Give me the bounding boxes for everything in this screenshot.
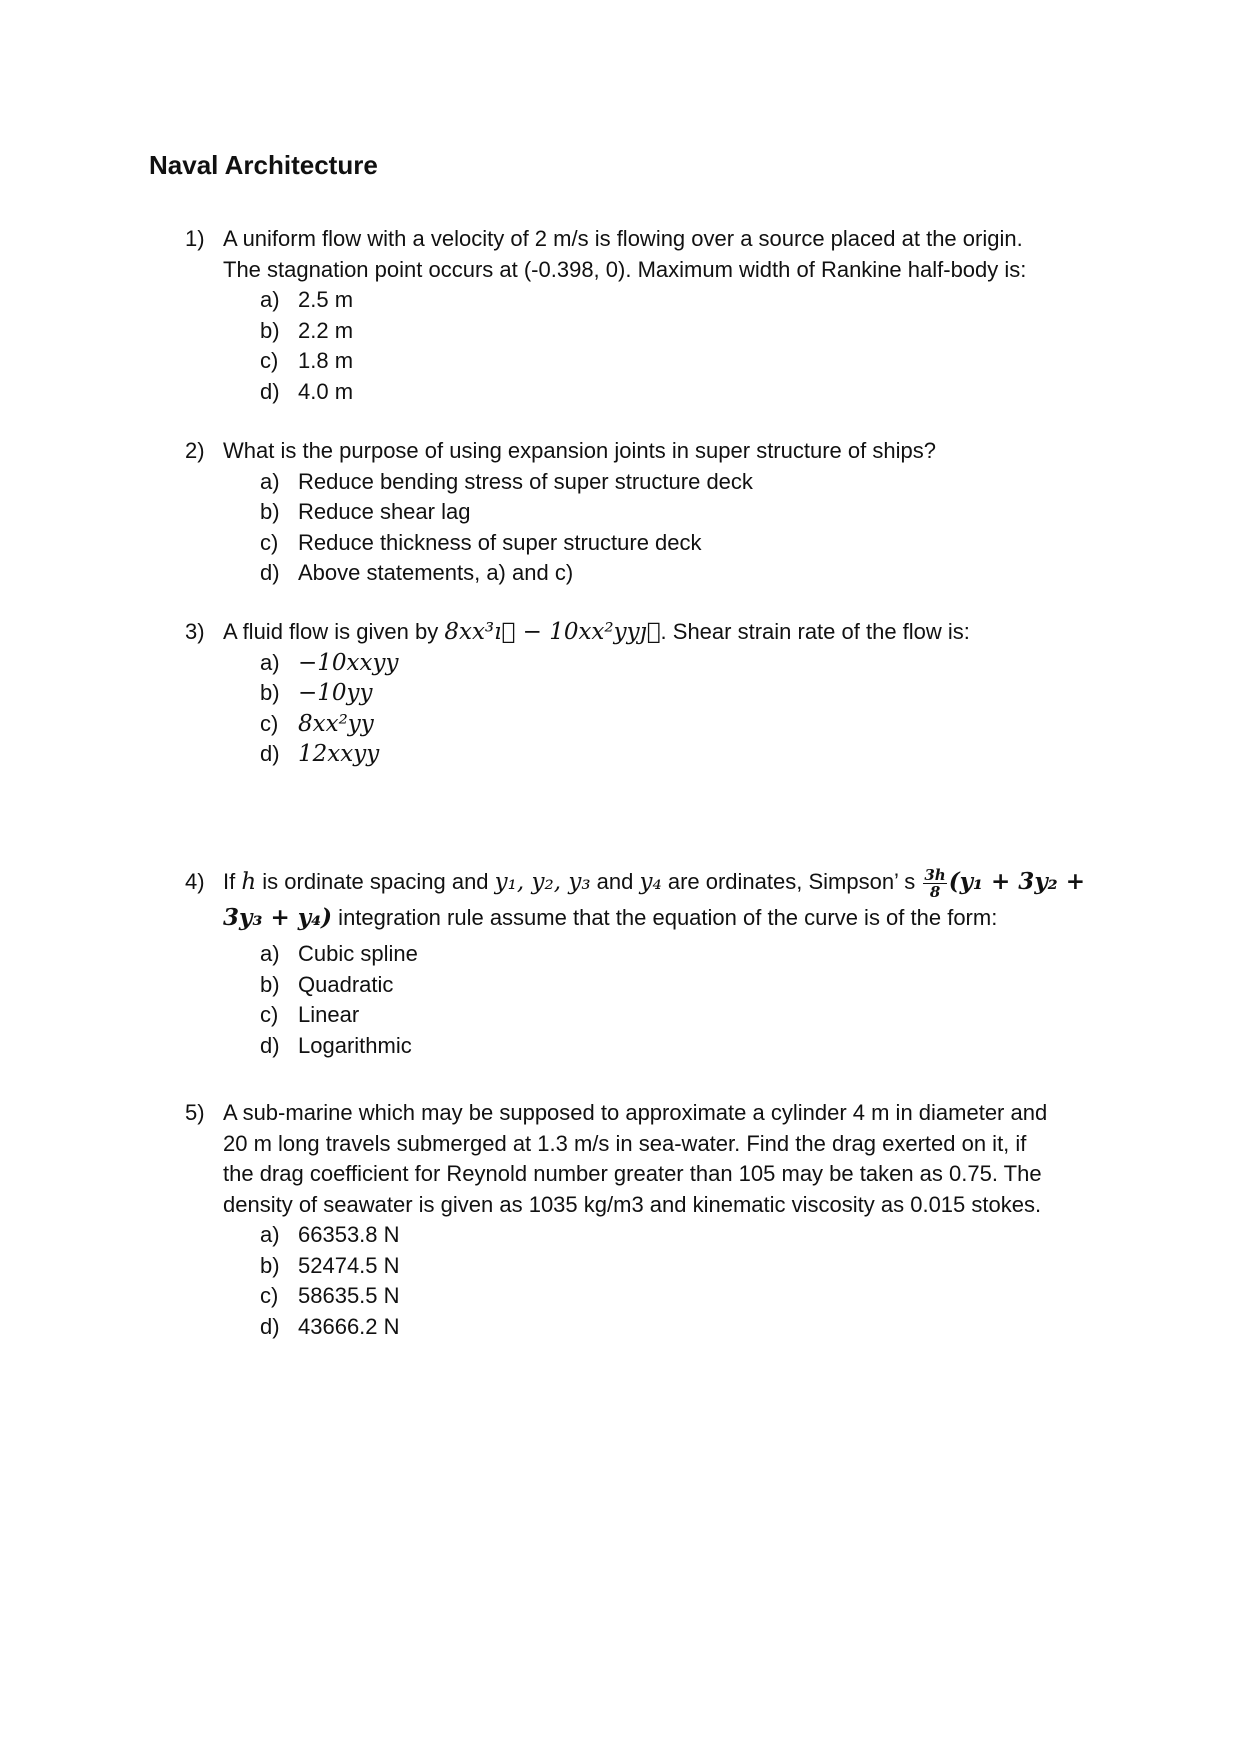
option-a: a) Reduce bending stress of super structure deck	[260, 468, 753, 494]
option-c: c) 58635.5 N	[260, 1283, 400, 1308]
option-d: d) 4.0 m	[260, 378, 354, 404]
option-c: c) 8xx²yy	[260, 710, 374, 737]
option-d: d) 43666.2 N	[260, 1313, 400, 1339]
option-c: c) Linear	[260, 1002, 360, 1027]
stem-line: A sub-marine which may be supposed to approximate a cylinder 4 m in diameter and	[223, 1100, 1048, 1125]
stem-line: A uniform flow with a velocity of 2 m/s is flowing over a source placed at the origin.	[223, 226, 1023, 251]
option-list	[260, 936, 1095, 1058]
question-number: 4)	[185, 869, 205, 894]
question-number: 5)	[185, 1100, 205, 1125]
option-d: d) Above statements, a) and c)	[260, 560, 574, 585]
option-d: d) Logarithmic	[260, 1032, 412, 1058]
option-b: b) −10yy	[260, 680, 373, 706]
page-title: Naval Architecture	[149, 150, 378, 180]
flow-equation: 8xx³ı⃗ − 10xx²yyȷ⃗	[444, 619, 661, 645]
question-4	[185, 864, 1095, 1058]
option-b: b) Reduce shear lag	[260, 499, 471, 524]
option-list	[260, 467, 1095, 589]
stem-line: the drag coefficient for Reynold number greater than 105 may be taken as 0.75. The	[223, 1161, 1042, 1186]
question-stem: A fluid flow is given by 8xx³ı⃗ − 10xx²yyȷ⃗. Shear strain rate of the flow is:	[223, 619, 970, 645]
option-b: b) 52474.5 N	[260, 1252, 400, 1278]
question-stem	[223, 1098, 1095, 1220]
option-c: c) 1.8 m	[260, 348, 354, 373]
simpson-fraction: $\frac{3h}{8}$	[924, 865, 946, 901]
question-stem	[223, 864, 1095, 936]
question-stem: What is the purpose of using expansion joints in super structure of ships?	[223, 438, 936, 463]
stem-line: 3y₃ + y₄) integration rule assume that the equation of the curve is of the form:	[223, 904, 998, 931]
question-number: 2)	[185, 438, 205, 463]
question-number: 3)	[185, 619, 205, 644]
question-2	[185, 436, 1095, 589]
option-list	[260, 648, 1095, 770]
option-c: c) Reduce thickness of super structure deck	[260, 529, 702, 555]
option-d: d) 12xxyy	[260, 741, 380, 767]
option-list	[260, 1220, 1095, 1342]
stem-line: 20 m long travels submerged at 1.3 m/s in sea-water. Find the drag exerted on it, if	[223, 1130, 1027, 1156]
option-b: b) Quadratic	[260, 971, 394, 997]
question-3	[185, 617, 1095, 770]
option-a: a) 2.5 m	[260, 287, 354, 312]
option-b: b) 2.2 m	[260, 317, 354, 343]
option-list	[260, 285, 1095, 407]
question-stem	[223, 224, 1095, 285]
stem-line: The stagnation point occurs at (-0.398, 0). Maximum width of Rankine half-body is:	[223, 256, 1027, 282]
question-number: 1)	[185, 226, 205, 251]
stem-line: density of seawater is given as 1035 kg/m3 and kinematic viscosity as 0.015 stokes.	[223, 1191, 1042, 1217]
option-a: a) −10xxyy	[260, 649, 399, 676]
option-a: a) 66353.8 N	[260, 1222, 400, 1247]
question-1	[185, 224, 1095, 407]
question-5	[185, 1098, 1095, 1342]
stem-line: If h is ordinate spacing and y₁, y₂, y₃ and y₄ are ordinates, Simpson’ s $\frac{3h}{8}$ (y₁ + 3y₂ +	[223, 865, 1086, 901]
option-a: a) Cubic spline	[260, 941, 418, 966]
